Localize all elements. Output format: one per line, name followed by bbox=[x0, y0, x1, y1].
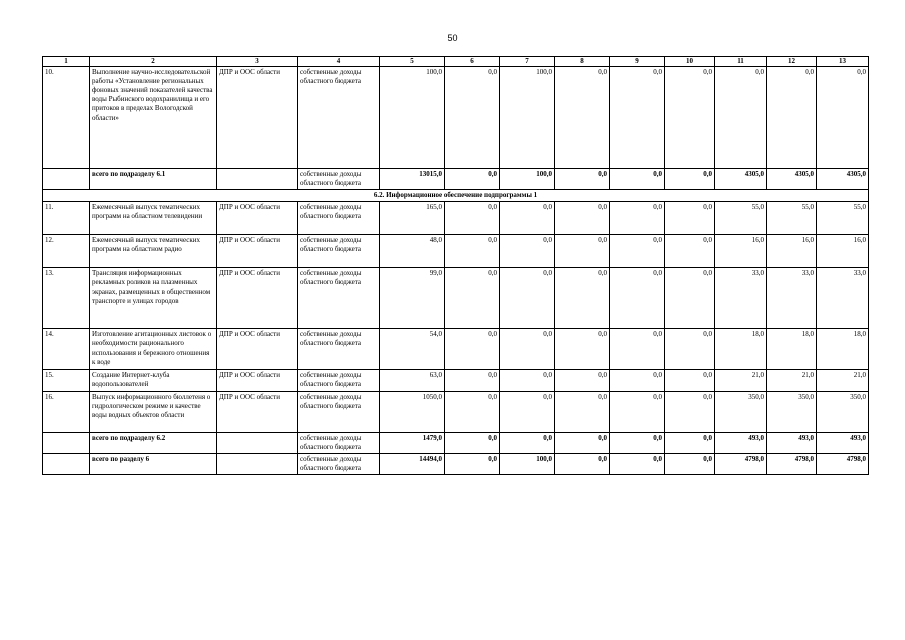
value-cell: 0,0 bbox=[445, 202, 500, 235]
value-cell: 0,0 bbox=[817, 67, 869, 169]
value-cell: 100,0 bbox=[500, 67, 555, 169]
col-header: 11 bbox=[715, 57, 767, 67]
value-cell: 4798,0 bbox=[817, 453, 869, 474]
row-number: 13. bbox=[43, 268, 90, 329]
page-number: 50 bbox=[447, 33, 458, 43]
value-cell: 0,0 bbox=[665, 235, 715, 268]
empty-cell bbox=[43, 169, 90, 190]
value-cell: 493,0 bbox=[715, 432, 767, 453]
table-row bbox=[43, 202, 869, 235]
value-cell: 0,0 bbox=[555, 453, 610, 474]
value-cell: 0,0 bbox=[665, 67, 715, 169]
value-cell: 18,0 bbox=[767, 329, 817, 370]
total-row bbox=[43, 453, 869, 474]
value-cell: 0,0 bbox=[555, 391, 610, 432]
value-cell: 13015,0 bbox=[380, 169, 445, 190]
value-cell: 0,0 bbox=[610, 432, 665, 453]
col-header: 3 bbox=[217, 57, 298, 67]
value-cell: 4798,0 bbox=[715, 453, 767, 474]
value-cell: 0,0 bbox=[665, 169, 715, 190]
value-cell: 0,0 bbox=[500, 268, 555, 329]
col-header: 6 bbox=[445, 57, 500, 67]
table-row bbox=[43, 370, 869, 391]
table-row bbox=[43, 391, 869, 432]
value-cell: 16,0 bbox=[715, 235, 767, 268]
value-cell: 0,0 bbox=[555, 202, 610, 235]
value-cell: 1050,0 bbox=[380, 391, 445, 432]
value-cell: 4305,0 bbox=[767, 169, 817, 190]
col-header: 9 bbox=[610, 57, 665, 67]
activity-name: Ежемесячный выпуск тематических программ на областном радио bbox=[90, 235, 217, 268]
funding-source: собственные доходы областного бюджета bbox=[298, 329, 380, 370]
value-cell: 0,0 bbox=[610, 67, 665, 169]
activity-name: Выпуск информационного бюллетеня о гидрологическом режиме и качестве воды водных объектов области bbox=[90, 391, 217, 432]
empty-cell bbox=[217, 432, 298, 453]
row-number: 15. bbox=[43, 370, 90, 391]
funding-source: собственные доходы областного бюджета bbox=[298, 432, 380, 453]
value-cell: 18,0 bbox=[715, 329, 767, 370]
value-cell: 55,0 bbox=[767, 202, 817, 235]
table-row bbox=[43, 67, 869, 169]
value-cell: 0,0 bbox=[445, 453, 500, 474]
table-row bbox=[43, 235, 869, 268]
value-cell: 33,0 bbox=[767, 268, 817, 329]
empty-cell bbox=[217, 169, 298, 190]
value-cell: 0,0 bbox=[610, 391, 665, 432]
total-label: всего по разделу 6 bbox=[90, 453, 217, 474]
value-cell: 0,0 bbox=[610, 268, 665, 329]
col-header: 7 bbox=[500, 57, 555, 67]
row-number: 10. bbox=[43, 67, 90, 169]
value-cell: 0,0 bbox=[445, 67, 500, 169]
funding-source: собственные доходы областного бюджета bbox=[298, 235, 380, 268]
value-cell: 0,0 bbox=[445, 268, 500, 329]
value-cell: 55,0 bbox=[817, 202, 869, 235]
col-header: 4 bbox=[298, 57, 380, 67]
value-cell: 4798,0 bbox=[767, 453, 817, 474]
value-cell: 0,0 bbox=[555, 370, 610, 391]
funding-source: собственные доходы областного бюджета bbox=[298, 268, 380, 329]
value-cell: 493,0 bbox=[817, 432, 869, 453]
value-cell: 0,0 bbox=[610, 235, 665, 268]
value-cell: 0,0 bbox=[445, 169, 500, 190]
table-row bbox=[43, 329, 869, 370]
value-cell: 0,0 bbox=[610, 370, 665, 391]
funding-source: собственные доходы областного бюджета bbox=[298, 202, 380, 235]
col-header: 1 bbox=[43, 57, 90, 67]
executor: ДПР и ООС области bbox=[217, 202, 298, 235]
table-row bbox=[43, 268, 869, 329]
col-header: 2 bbox=[90, 57, 217, 67]
value-cell: 0,0 bbox=[500, 202, 555, 235]
funding-source: собственные доходы областного бюджета bbox=[298, 453, 380, 474]
subtotal-label: всего по подразделу 6.1 bbox=[90, 169, 217, 190]
header-row bbox=[43, 57, 869, 67]
value-cell: 493,0 bbox=[767, 432, 817, 453]
activity-name: Трансляция информационных рекламных роликов на плазменных экранах, размещенных в общественном транспорте и улицах городов bbox=[90, 268, 217, 329]
row-number: 11. bbox=[43, 202, 90, 235]
value-cell: 21,0 bbox=[715, 370, 767, 391]
value-cell: 48,0 bbox=[380, 235, 445, 268]
value-cell: 33,0 bbox=[817, 268, 869, 329]
value-cell: 18,0 bbox=[817, 329, 869, 370]
value-cell: 16,0 bbox=[767, 235, 817, 268]
row-number: 12. bbox=[43, 235, 90, 268]
funding-source: собственные доходы областного бюджета bbox=[298, 169, 380, 190]
value-cell: 0,0 bbox=[500, 329, 555, 370]
value-cell: 55,0 bbox=[715, 202, 767, 235]
row-number: 14. bbox=[43, 329, 90, 370]
value-cell: 0,0 bbox=[445, 432, 500, 453]
value-cell: 0,0 bbox=[445, 329, 500, 370]
value-cell: 165,0 bbox=[380, 202, 445, 235]
value-cell: 0,0 bbox=[445, 235, 500, 268]
value-cell: 33,0 bbox=[715, 268, 767, 329]
executor: ДПР и ООС области bbox=[217, 329, 298, 370]
value-cell: 0,0 bbox=[610, 202, 665, 235]
subtotal-label: всего по подразделу 6.2 bbox=[90, 432, 217, 453]
activity-name: Создание Интернет-клуба водопользователей bbox=[90, 370, 217, 391]
executor: ДПР и ООС области bbox=[217, 391, 298, 432]
value-cell: 4305,0 bbox=[715, 169, 767, 190]
funding-source: собственные доходы областного бюджета bbox=[298, 67, 380, 169]
value-cell: 14494,0 bbox=[380, 453, 445, 474]
value-cell: 0,0 bbox=[500, 391, 555, 432]
executor: ДПР и ООС области bbox=[217, 370, 298, 391]
activity-name: Ежемесячный выпуск тематических программ на областном телевидении bbox=[90, 202, 217, 235]
value-cell: 0,0 bbox=[665, 202, 715, 235]
value-cell: 0,0 bbox=[665, 432, 715, 453]
value-cell: 350,0 bbox=[767, 391, 817, 432]
value-cell: 0,0 bbox=[767, 67, 817, 169]
value-cell: 100,0 bbox=[380, 67, 445, 169]
value-cell: 0,0 bbox=[665, 391, 715, 432]
executor: ДПР и ООС области bbox=[217, 268, 298, 329]
value-cell: 0,0 bbox=[555, 235, 610, 268]
value-cell: 0,0 bbox=[555, 432, 610, 453]
value-cell: 0,0 bbox=[555, 169, 610, 190]
col-header: 8 bbox=[555, 57, 610, 67]
value-cell: 0,0 bbox=[610, 453, 665, 474]
value-cell: 0,0 bbox=[500, 432, 555, 453]
empty-cell bbox=[43, 453, 90, 474]
row-number: 16. bbox=[43, 391, 90, 432]
value-cell: 21,0 bbox=[817, 370, 869, 391]
col-header: 13 bbox=[817, 57, 869, 67]
value-cell: 350,0 bbox=[715, 391, 767, 432]
value-cell: 16,0 bbox=[817, 235, 869, 268]
executor: ДПР и ООС области bbox=[217, 67, 298, 169]
value-cell: 100,0 bbox=[500, 453, 555, 474]
value-cell: 0,0 bbox=[715, 67, 767, 169]
value-cell: 0,0 bbox=[665, 370, 715, 391]
section-header-row bbox=[43, 190, 869, 202]
value-cell: 0,0 bbox=[445, 391, 500, 432]
value-cell: 0,0 bbox=[665, 268, 715, 329]
subtotal-row bbox=[43, 169, 869, 190]
value-cell: 54,0 bbox=[380, 329, 445, 370]
col-header: 12 bbox=[767, 57, 817, 67]
value-cell: 0,0 bbox=[665, 329, 715, 370]
value-cell: 0,0 bbox=[665, 453, 715, 474]
value-cell: 99,0 bbox=[380, 268, 445, 329]
subtotal-row bbox=[43, 432, 869, 453]
value-cell: 0,0 bbox=[555, 329, 610, 370]
col-header: 10 bbox=[665, 57, 715, 67]
budget-table bbox=[42, 56, 869, 475]
value-cell: 0,0 bbox=[610, 169, 665, 190]
empty-cell bbox=[43, 432, 90, 453]
value-cell: 63,0 bbox=[380, 370, 445, 391]
activity-name: Изготовление агитационных листовок о необходимости рационального использования и бережного отношения к воде bbox=[90, 329, 217, 370]
value-cell: 1479,0 bbox=[380, 432, 445, 453]
value-cell: 0,0 bbox=[445, 370, 500, 391]
value-cell: 4305,0 bbox=[817, 169, 869, 190]
col-header: 5 bbox=[380, 57, 445, 67]
value-cell: 0,0 bbox=[555, 268, 610, 329]
value-cell: 100,0 bbox=[500, 169, 555, 190]
section-title: 6.2. Информационное обеспечение подпрограммы 1 bbox=[43, 190, 869, 202]
value-cell: 0,0 bbox=[500, 235, 555, 268]
value-cell: 350,0 bbox=[817, 391, 869, 432]
funding-source: собственные доходы областного бюджета bbox=[298, 391, 380, 432]
executor: ДПР и ООС области bbox=[217, 235, 298, 268]
empty-cell bbox=[217, 453, 298, 474]
value-cell: 21,0 bbox=[767, 370, 817, 391]
value-cell: 0,0 bbox=[610, 329, 665, 370]
activity-name: Выполнение научно-исследовательской работы «Установление региональных фоновых значений показателей качества воды Рыбинского водохранилища и его притоков в пределах Вологодской области» bbox=[90, 67, 217, 169]
value-cell: 0,0 bbox=[555, 67, 610, 169]
value-cell: 0,0 bbox=[500, 370, 555, 391]
funding-source: собственные доходы областного бюджета bbox=[298, 370, 380, 391]
